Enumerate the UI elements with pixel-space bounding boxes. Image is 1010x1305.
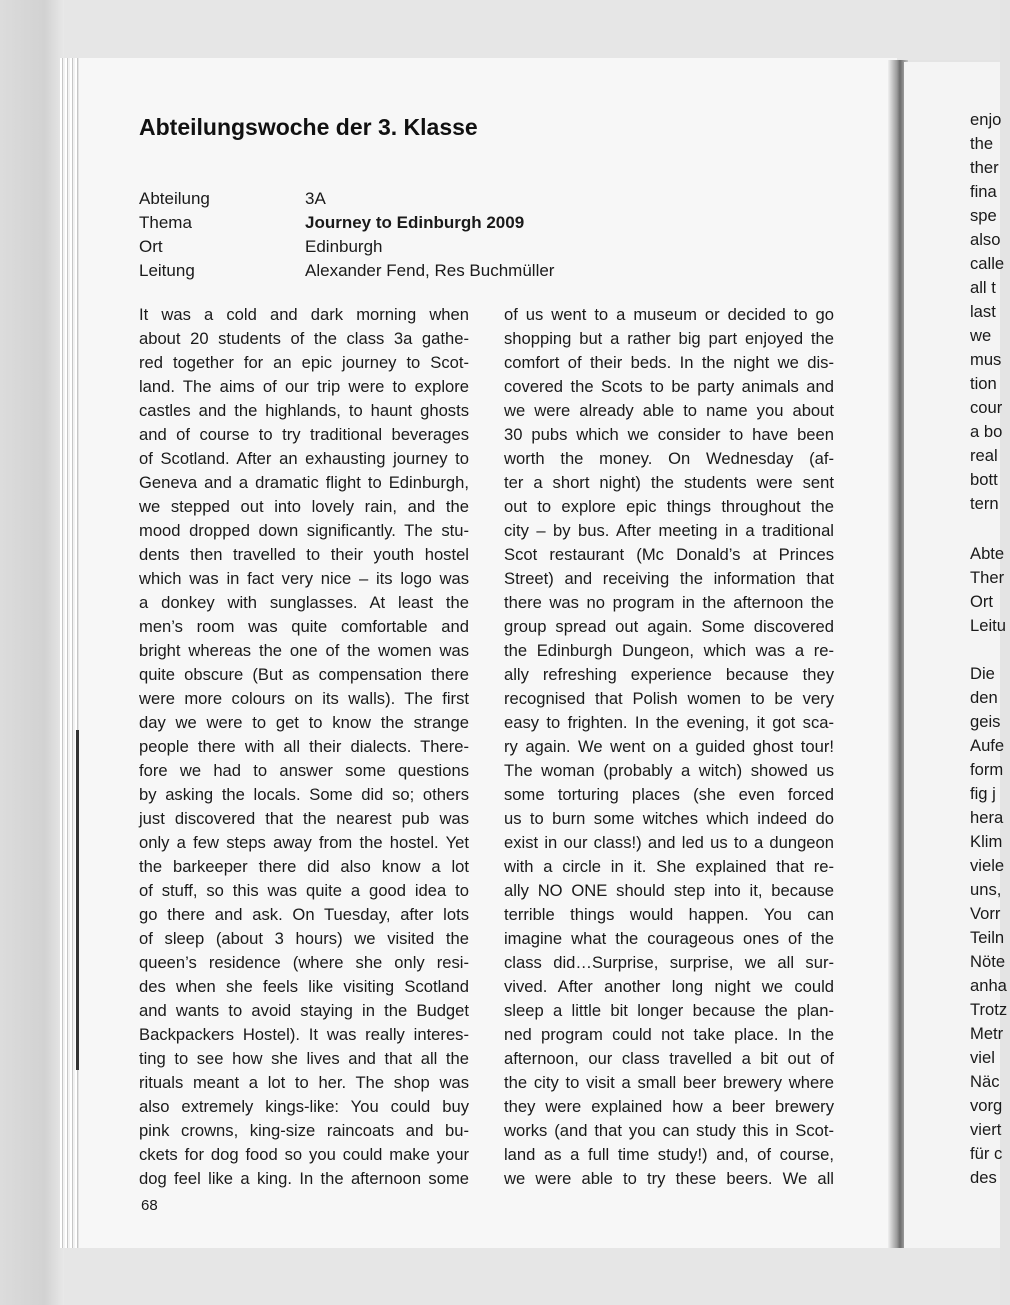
article-title: Abteilungswoche der 3. Klasse bbox=[139, 114, 478, 140]
meta-label: Thema bbox=[139, 213, 192, 232]
text-line: group spread out again. Some discovered bbox=[504, 617, 834, 636]
right-page-meta-labels bbox=[970, 542, 1010, 638]
text-fragment: den bbox=[970, 688, 998, 707]
text-fragment: ther bbox=[970, 158, 999, 177]
text-fragment: des bbox=[970, 1168, 997, 1187]
text-line: they were explained how a beer brewery bbox=[504, 1097, 834, 1116]
text-fragment: real bbox=[970, 446, 998, 465]
text-line: des when she feels like visiting Scotland bbox=[139, 977, 469, 996]
text-fragment: fina bbox=[970, 182, 997, 201]
text-line: afternoon, our class travelled a bit out of bbox=[504, 1049, 834, 1068]
meta-value: 3A bbox=[305, 189, 326, 208]
meta-label: Leitung bbox=[139, 261, 195, 280]
text-line: 30 pubs which we consider to have been bbox=[504, 425, 834, 444]
text-fragment: spe bbox=[970, 206, 997, 225]
text-fragment: mus bbox=[970, 350, 1002, 369]
text-line: sleep a little bit longer because the plan- bbox=[504, 1001, 834, 1020]
text-fragment: Metr bbox=[970, 1024, 1004, 1043]
text-line: by asking the locals. Some did so; others bbox=[139, 785, 469, 804]
text-line: a donkey with sunglasses. At least the bbox=[139, 593, 469, 612]
text-line: ry again. We went on a guided ghost tour! bbox=[504, 737, 834, 756]
article-column-2 bbox=[504, 303, 834, 1191]
article-column-1 bbox=[139, 303, 469, 1191]
meta-value: Alexander Fend, Res Buchmüller bbox=[305, 261, 555, 280]
text-line: the barkeeper there did also know a lot bbox=[139, 857, 469, 876]
scan-background-top bbox=[0, 0, 1000, 60]
text-line: with a circle in it. She explained that re- bbox=[504, 857, 834, 876]
text-fragment: we bbox=[970, 326, 992, 345]
text-line: worth the money. On Wednesday (af- bbox=[504, 449, 834, 468]
text-line: we were already able to name you about bbox=[504, 401, 834, 420]
text-fragment: tern bbox=[970, 494, 999, 513]
text-fragment: viel bbox=[970, 1048, 995, 1067]
text-line: mood dropped down significantly. The stu- bbox=[139, 521, 469, 540]
text-line: some torturing places (she even forced bbox=[504, 785, 834, 804]
text-line: and of course to try traditional beverages bbox=[139, 425, 469, 444]
text-line: Street) and receiving the information that bbox=[504, 569, 834, 588]
text-line: city – by bus. After meeting in a traditional bbox=[504, 521, 834, 540]
text-fragment: Ort bbox=[970, 592, 994, 611]
text-fragment: form bbox=[970, 760, 1004, 779]
text-line: queen’s residence (where she only resi- bbox=[139, 953, 469, 972]
text-line: recognised that Polish women to be very bbox=[504, 689, 834, 708]
text-fragment: Vorr bbox=[970, 904, 1001, 923]
text-line: The woman (probably a witch) showed us bbox=[504, 761, 834, 780]
meta-label: Ort bbox=[139, 237, 163, 256]
text-fragment: vorg bbox=[970, 1096, 1003, 1115]
text-fragment: viele bbox=[970, 856, 1005, 875]
text-line: rituals meant a lot to her. The shop was bbox=[139, 1073, 469, 1092]
text-fragment: geis bbox=[970, 712, 1001, 731]
text-fragment: Nöte bbox=[970, 952, 1006, 971]
text-line: and wants to avoid staying in the Budget bbox=[139, 1001, 469, 1020]
text-line: which was in fact very nice – its logo was bbox=[139, 569, 469, 588]
text-line: castles and the highlands, to haunt ghosts bbox=[139, 401, 469, 420]
text-line: out to explore epic things throughout the bbox=[504, 497, 834, 516]
text-line: day we were to get to know the strange bbox=[139, 713, 469, 732]
text-line: class did…Surprise, surprise, we all sur- bbox=[504, 953, 834, 972]
book-binding bbox=[0, 0, 64, 1305]
text-line: exist in our class!) and led us to a dungeon bbox=[504, 833, 834, 852]
text-fragment: also bbox=[970, 230, 1001, 249]
text-fragment: Abte bbox=[970, 544, 1005, 563]
text-line: shopping but a rather big part enjoyed the bbox=[504, 329, 834, 348]
text-line: land as a full time study!) and, of course, bbox=[504, 1145, 834, 1164]
meta-label: Abteilung bbox=[139, 189, 210, 208]
text-line: It was a cold and dark morning when bbox=[139, 305, 469, 324]
text-fragment: bott bbox=[970, 470, 998, 489]
text-line: we were able to try these beers. We all bbox=[504, 1169, 834, 1188]
text-line: ally NO ONE should step into it, because bbox=[504, 881, 834, 900]
text-fragment: Ther bbox=[970, 568, 1005, 587]
text-line: about 20 students of the class 3a gathe- bbox=[139, 329, 469, 348]
text-line: ned program could not take place. In the bbox=[504, 1025, 834, 1044]
text-line: us to burn some witches which indeed do bbox=[504, 809, 834, 828]
text-fragment: Trotz bbox=[970, 1000, 1008, 1019]
text-fragment: uns, bbox=[970, 880, 1002, 899]
text-fragment: a bo bbox=[970, 422, 1003, 441]
text-fragment: enjo bbox=[970, 110, 1002, 129]
text-line: we stepped out into lovely rain, and the bbox=[139, 497, 469, 516]
text-line: quite obscure (But as compensation there bbox=[139, 665, 469, 684]
text-fragment: tion bbox=[970, 374, 997, 393]
text-line: ckets for dog food so you could make your bbox=[139, 1145, 469, 1164]
text-line: just discovered that the nearest pub was bbox=[139, 809, 469, 828]
text-line: the city to visit a small beer brewery where bbox=[504, 1073, 834, 1092]
text-line: dog feel like a king. In the afternoon some bbox=[139, 1169, 469, 1188]
text-fragment: the bbox=[970, 134, 994, 153]
text-line: Geneva and a dramatic flight to Edinburgh, bbox=[139, 473, 469, 492]
text-line: were more colours on its walls). The first bbox=[139, 689, 469, 708]
text-line: bright whereas the one of the women was bbox=[139, 641, 469, 660]
text-fragment: all t bbox=[970, 278, 996, 297]
scan-background-bottom bbox=[0, 1248, 1000, 1305]
meta-value: Edinburgh bbox=[305, 237, 383, 256]
right-page-german-text bbox=[970, 662, 1010, 1190]
text-line: easy to frighten. In the evening, it got sca- bbox=[504, 713, 834, 732]
text-fragment: viert bbox=[970, 1120, 1002, 1139]
text-line: terrible things would happen. You can bbox=[504, 905, 834, 924]
text-fragment: anha bbox=[970, 976, 1007, 995]
text-line: go there and ask. On Tuesday, after lots bbox=[139, 905, 469, 924]
text-line: fore we had to answer some questions bbox=[139, 761, 469, 780]
text-line: of sleep (about 3 hours) we visited the bbox=[139, 929, 469, 948]
meta-value: Journey to Edinburgh 2009 bbox=[305, 213, 525, 232]
text-fragment: Aufe bbox=[970, 736, 1005, 755]
text-line: works (and that you can study this in Scot- bbox=[504, 1121, 834, 1140]
text-line: the Edinburgh Dungeon, which was a re- bbox=[504, 641, 834, 660]
text-line: pink crowns, king-size raincoats and bu- bbox=[139, 1121, 469, 1140]
text-fragment: für c bbox=[970, 1144, 1003, 1163]
text-line: Backpackers Hostel). It was really interes- bbox=[139, 1025, 469, 1044]
right-page-text-block bbox=[970, 108, 1010, 516]
text-line: vived. After another long night we could bbox=[504, 977, 834, 996]
text-fragment: Leitu bbox=[970, 616, 1006, 635]
text-line: ting to see how she lives and that all the bbox=[139, 1049, 469, 1068]
text-line: covered the Scots to be party animals and bbox=[504, 377, 834, 396]
text-line: ally refreshing experience because they bbox=[504, 665, 834, 684]
text-fragment: fig j bbox=[970, 784, 996, 803]
text-line: of us went to a museum or decided to go bbox=[504, 305, 834, 324]
text-fragment: last bbox=[970, 302, 996, 321]
text-line: men’s room was quite comfortable and bbox=[139, 617, 469, 636]
page-number: 68 bbox=[141, 1197, 158, 1214]
text-fragment: hera bbox=[970, 808, 1004, 827]
text-fragment: calle bbox=[970, 254, 1005, 273]
text-fragment: cour bbox=[970, 398, 1003, 417]
text-line: also extremely kings-like: You could buy bbox=[139, 1097, 469, 1116]
text-line: imagine what the courageous ones of the bbox=[504, 929, 834, 948]
text-line: comfort of their beds. In the night we dis- bbox=[504, 353, 834, 372]
text-line: there was no program in the afternoon the bbox=[504, 593, 834, 612]
text-line: ter a short night) the students were sent bbox=[504, 473, 834, 492]
right-page bbox=[904, 62, 1008, 1248]
text-fragment: Näc bbox=[970, 1072, 1000, 1091]
text-line: dents then travelled to their youth hostel bbox=[139, 545, 469, 564]
text-fragment: Teiln bbox=[970, 928, 1005, 947]
text-line: Scot restaurant (Mc Donald’s at Princes bbox=[504, 545, 834, 564]
text-line: red together for an epic journey to Scot- bbox=[139, 353, 469, 372]
text-fragment: Klim bbox=[970, 832, 1003, 851]
text-line: people there with all their dialects. There- bbox=[139, 737, 469, 756]
text-fragment: Die bbox=[970, 664, 995, 683]
text-line: of Scotland. After an exhausting journey to bbox=[139, 449, 469, 468]
text-line: of stuff, so this was quite a good idea to bbox=[139, 881, 469, 900]
text-line: only a few steps away from the hostel. Yet bbox=[139, 833, 469, 852]
text-line: land. The aims of our trip were to explore bbox=[139, 377, 469, 396]
binding-shadow-mark bbox=[76, 730, 79, 1070]
